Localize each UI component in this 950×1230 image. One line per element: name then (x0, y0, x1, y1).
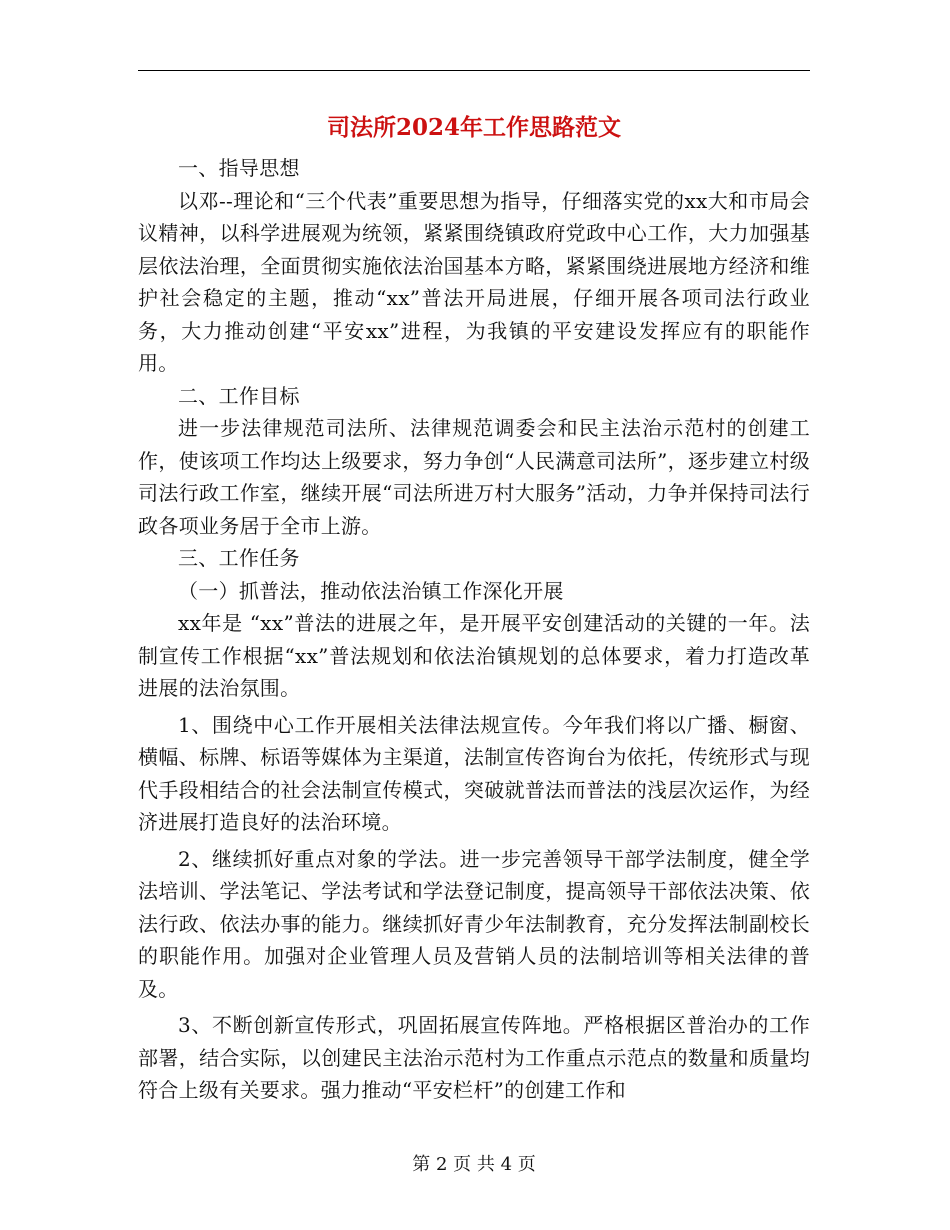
paragraph-legal-education-intro: xx年是 “xx”普法的进展之年，是开展平安创建活动的关键的一年。法制宣传工作根据“xx”普法规划和依法治镇规划的总体要求，着力打造改革进展的法治氛围。 (138, 611, 810, 700)
document-title: 司法所2024年工作思路范文 (326, 114, 621, 141)
paragraph-item-2: 2、继续抓好重点对象的学法。进一步完善领导干部学法制度，健全学法培训、学法笔记、学法考试和学法登记制度，提高领导干部依法决策、依法行政、依法办事的能力。继续抓好青少年法制教育，充分发挥法制副校长的职能作用。加强对企业管理人员及营销人员的法制培训等相关法律的普及。 (138, 846, 810, 1001)
section-heading-work-goals: 二、工作目标 (178, 383, 300, 408)
header-rule (138, 70, 810, 71)
subsection-heading-legal-education: （一）抓普法，推动依法治镇工作深化开展 (178, 578, 564, 603)
paragraph-item-3: 3、不断创新宣传形式，巩固拓展宣传阵地。严格根据区普治办的工作部署，结合实际，以创建民主法治示范村为工作重点示范点的数量和质量均符合上级有关要求。强力推动“平安栏杆”的创建工作和 (138, 1013, 810, 1102)
section-heading-guiding-ideology: 一、指导思想 (178, 156, 300, 180)
page-footer: 第 2 页 共 4 页 (412, 1154, 536, 1175)
section-heading-work-tasks: 三、工作任务 (178, 546, 300, 570)
paragraph-work-goals: 进一步法律规范司法所、法律规范调委会和民主法治示范村的创建工作，使该项工作均达上级要求，努力争创“人民满意司法所”，逐步建立村级司法行政工作室，继续开展“司法所进万村大服务”活动，力争并保持司法行政各项业务居于全市上游。 (138, 416, 810, 538)
document-body (138, 152, 810, 1107)
paragraph-item-1: 1、围绕中心工作开展相关法律法规宣传。今年我们将以广播、橱窗、横幅、标牌、标语等媒体为主渠道，法制宣传咨询台为依托，传统形式与现代手段相结合的社会法制宣传模式，突破就普法而普法的浅层次运作，为经济进展打造良好的法治环境。 (138, 712, 810, 834)
paragraph-guiding-ideology: 以邓--理论和“三个代表”重要思想为指导，仔细落实党的xx大和市局会议精神，以科学进展观为统领，紧紧围绕镇政府党政中心工作，大力加强基层依法治理，全面贯彻实施依法治国基本方略，紧紧围绕进展地方经济和维护社会稳定的主题，推动“xx”普法开局进展，仔细开展各项司法行政业务，大力推动创建“平安xx”进程，为我镇的平安建设发挥应有的职能作用。 (138, 188, 810, 375)
